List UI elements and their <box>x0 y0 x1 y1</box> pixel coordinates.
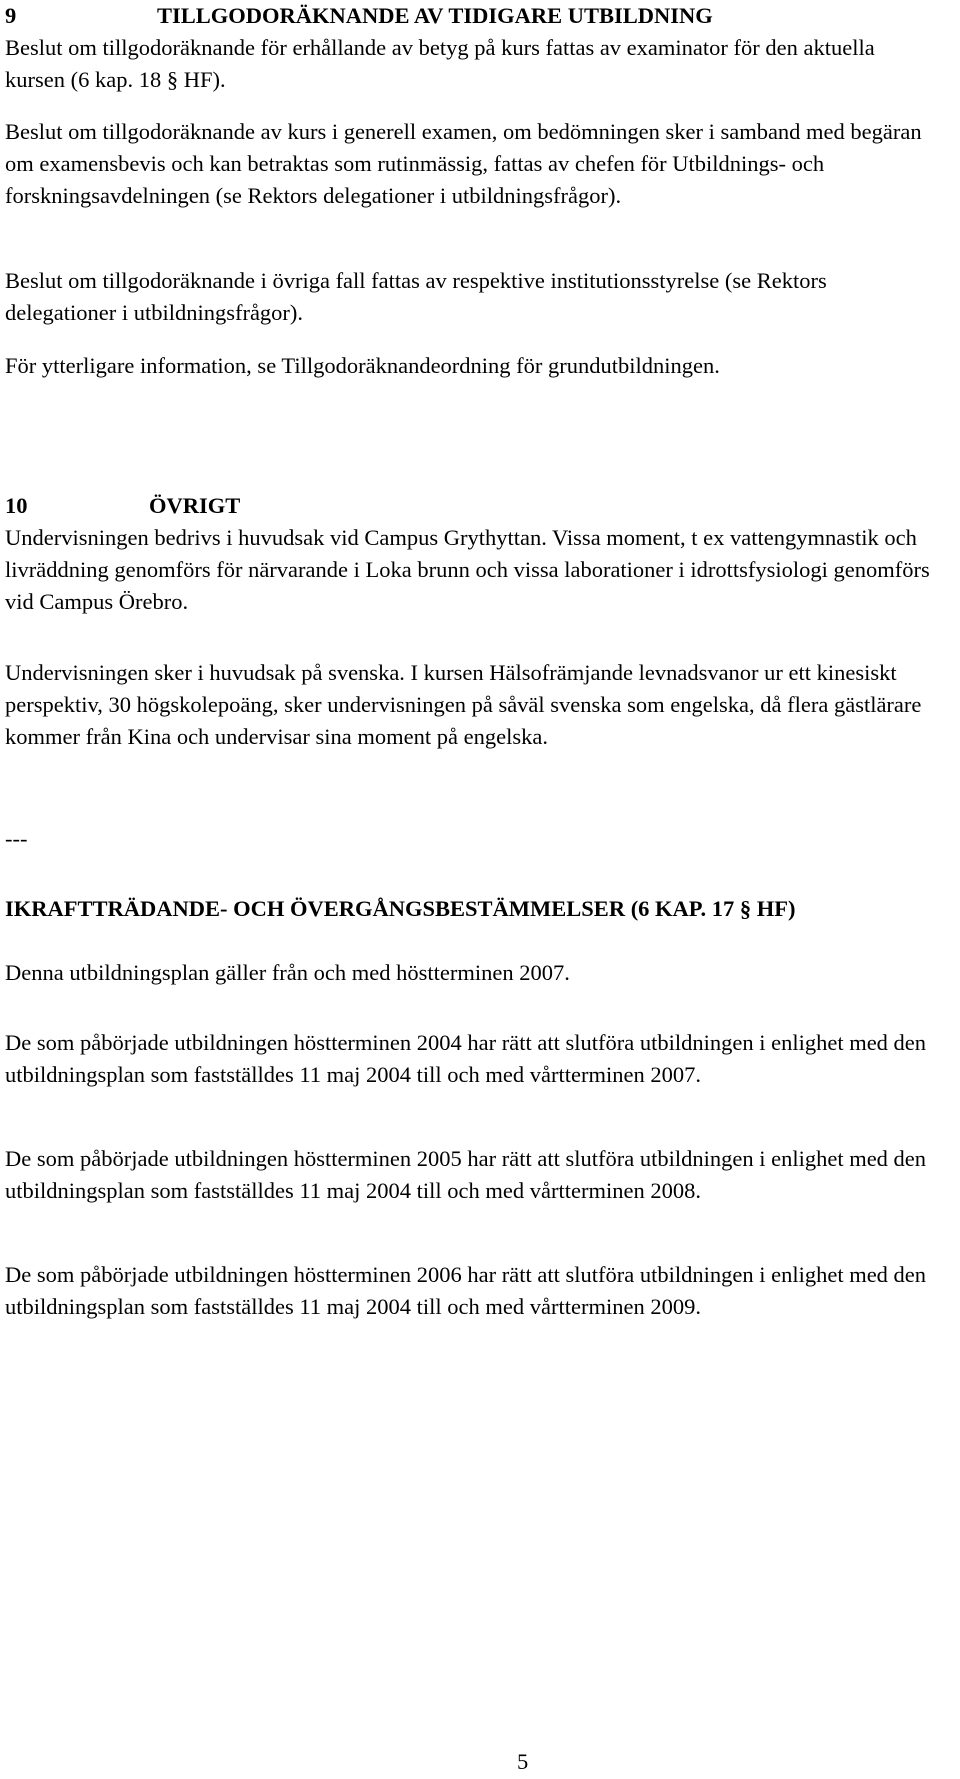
transitional-heading: IKRAFTTRÄDANDE- OCH ÖVERGÅNGSBESTÄMMELSER (6 KAP. 17 § HF) <box>5 896 796 921</box>
paragraph: De som påbörjade utbildningen höstterminen 2005 har rätt att slutföra utbildningen i enlighet med den utbildningsplan som fastställdes 11 maj 2004 till och med vårtterminen 2008. <box>5 1146 927 1203</box>
section-10-heading <box>5 490 405 522</box>
section-title: ÖVRIGT <box>149 493 241 518</box>
section-number: 10 <box>5 493 28 518</box>
section-title: TILLGODORÄKNANDE AV TIDIGARE UTBILDNING <box>157 3 713 28</box>
paragraph: Undervisningen bedrivs i huvudsak vid Campus Grythyttan. Vissa moment, t ex vattengymnastik och livräddning genomförs för närvarande i Loka brunn och vissa laborationer i idrottsfysiologi genomförs vid Campus Örebro. <box>5 525 930 614</box>
paragraph: Beslut om tillgodoräknande i övriga fall fattas av respektive institutionsstyrelse (se Rektors delegationer i utbildningsfrågor). <box>5 268 827 325</box>
section-number: 9 <box>5 3 17 28</box>
page-number: 5 <box>517 1749 529 1774</box>
paragraph: För ytterligare information, se Tillgodoräknandeordning för grundutbildningen. <box>5 353 720 378</box>
paragraph: De som påbörjade utbildningen höstterminen 2004 har rätt att slutföra utbildningen i enlighet med den utbildningsplan som fastställdes 11 maj 2004 till och med vårtterminen 2007. <box>5 1030 927 1087</box>
paragraph: De som påbörjade utbildningen höstterminen 2006 har rätt att slutföra utbildningen i enlighet med den utbildningsplan som fastställdes 11 maj 2004 till och med vårtterminen 2009. <box>5 1262 927 1319</box>
paragraph: Beslut om tillgodoräknande för erhållande av betyg på kurs fattas av examinator för den aktuella kursen (6 kap. 18 § HF). <box>5 35 875 92</box>
paragraph: Denna utbildningsplan gäller från och med höstterminen 2007. <box>5 960 570 985</box>
paragraph: Undervisningen sker i huvudsak på svenska. I kursen Hälsofrämjande levnadsvanor ur ett kinesiskt perspektiv, 30 högskolepoäng, sker undervisningen på såväl svenska som engelska, då flera gästlärare kommer från Kina och undervisar sina moment på engelska. <box>5 660 922 749</box>
section-9-heading <box>5 0 945 32</box>
paragraph: Beslut om tillgodoräknande av kurs i generell examen, om bedömningen sker i samband med begäran om examensbevis och kan betraktas som rutinmässig, fattas av chefen för Utbildnings- och forskningsavdelningen (se Rektors delegationer i utbildningsfrågor). <box>5 119 922 208</box>
separator: --- <box>5 826 28 851</box>
